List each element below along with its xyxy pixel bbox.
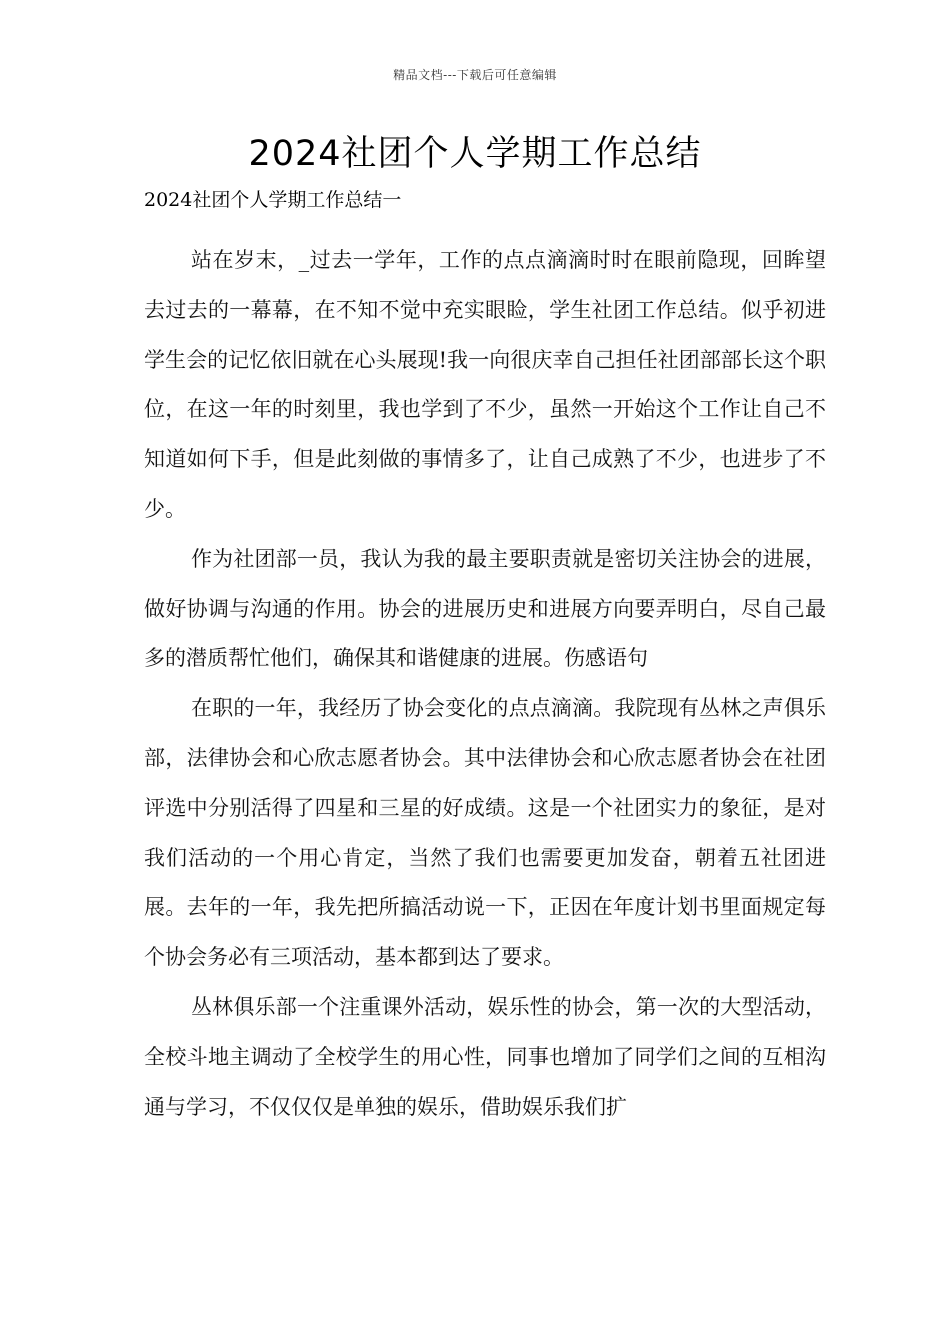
paragraph-4: 丛林俱乐部一个注重课外活动，娱乐性的协会，第一次的大型活动，全校斗地主调动了全校学生的用心性，同事也增加了同学们之间的互相沟通与学习，不仅仅仅是单独的娱乐，借助娱乐我们扩 <box>144 994 826 1119</box>
document-title: 2024社团个人学期工作总结 <box>248 134 702 174</box>
paragraph-1: 站在岁末，_过去一学年，工作的点点滴滴时时在眼前隐现，回眸望去过去的一幕幕，在不知不觉中充实眼睑，学生社团工作总结。似乎初进学生会的记忆依旧就在心头展现!我一向很庆幸自己担任社团部部长这个职位，在这一年的时刻里，我也学到了不少，虽然一开始这个工作让自己不知道如何下手，但是此刻做的事情多了，让自己成熟了不少，也进步了不少。 <box>144 248 826 521</box>
paragraph-2: 作为社团部一员，我认为我的最主要职责就是密切关注协会的进展，做好协调与沟通的作用。协会的进展历史和进展方向要弄明白，尽自己最多的潜质帮忙他们，确保其和谐健康的进展。伤感语句 <box>144 546 826 671</box>
paragraph-3: 在职的一年，我经历了协会变化的点点滴滴。我院现有丛林之声俱乐部，法律协会和心欣志愿者协会。其中法律协会和心欣志愿者协会在社团评选中分别活得了四星和三星的好成绩。这是一个社团实力的象征，是对我们活动的一个用心肯定，当然了我们也需要更加发奋，朝着五社团进展。去年的一年，我先把所搞活动说一下，正因在年度计划书里面规定每个协会务必有三项活动，基本都到达了要求。 <box>144 696 826 970</box>
header-note: 精品文档---下载后可任意编辑 <box>393 68 557 82</box>
document-subtitle: 2024社团个人学期工作总结一 <box>144 189 402 211</box>
document-body <box>144 236 826 1132</box>
